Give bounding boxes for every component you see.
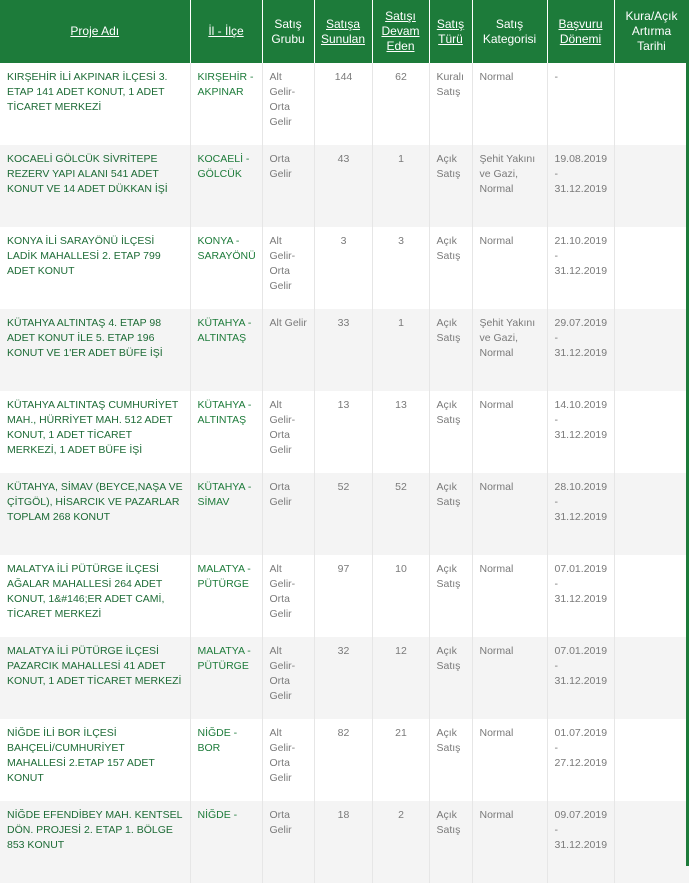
cell-devam-text: 21 — [395, 727, 407, 739]
cell-kategori-text: Normal — [479, 235, 514, 247]
cell-kategori-text: Normal — [479, 727, 514, 739]
cell-il — [190, 637, 262, 719]
cell-proje[interactable] — [0, 473, 190, 555]
cell-il — [190, 309, 262, 391]
cell-kategori-text: Şehit Yakını ve Gazi, Normal — [479, 153, 536, 195]
cell-basvuru-text: 07.01.2019 - 31.12.2019 — [554, 563, 608, 605]
header-basvuru[interactable] — [547, 0, 614, 63]
cell-il-text: MALATYA - PÜTÜRGE — [197, 645, 251, 672]
cell-devam — [372, 555, 429, 637]
header-proje[interactable] — [0, 0, 190, 63]
table-row — [0, 309, 689, 391]
table-row — [0, 801, 689, 883]
sort-link-sunulan[interactable]: Satışa Sunulan — [320, 16, 366, 46]
table-row — [0, 719, 689, 801]
cell-kura — [614, 473, 689, 555]
project-link[interactable]: MALATYA İLİ PÜTÜRGE İLÇESİ AĞALAR MAHALLESİ 264 ADET KONUT, 1&#146;ER ADET CAMİ, TİCARET MERKEZİ — [7, 563, 165, 620]
table-row — [0, 555, 689, 637]
cell-tur-text: Açık Satış — [436, 563, 461, 590]
sort-link-il[interactable]: İl - İlçe — [208, 24, 244, 38]
cell-grup — [262, 801, 314, 883]
cell-kategori — [472, 555, 547, 637]
cell-basvuru — [547, 227, 614, 309]
cell-devam — [372, 145, 429, 227]
cell-kategori-text: Normal — [479, 399, 514, 411]
cell-sunulan — [314, 391, 372, 473]
cell-devam — [372, 227, 429, 309]
cell-devam-text: 1 — [398, 153, 404, 165]
cell-kategori — [472, 145, 547, 227]
cell-basvuru-text: 07.01.2019 - 31.12.2019 — [554, 645, 608, 687]
header-il[interactable] — [190, 0, 262, 63]
cell-il-text: MALATYA - PÜTÜRGE — [197, 563, 251, 590]
cell-il — [190, 473, 262, 555]
cell-grup-text: Alt Gelir-Orta Gelir — [269, 727, 296, 784]
cell-basvuru — [547, 391, 614, 473]
cell-grup — [262, 719, 314, 801]
cell-kategori-text: Normal — [479, 645, 514, 657]
project-link[interactable]: KÜTAHYA ALTINTAŞ CUMHURİYET MAH., HÜRRİYET MAH. 512 ADET KONUT, 1 ADET TİCARET MERKEZİ, 1 ADET BÜFE İŞİ — [7, 399, 179, 456]
cell-kura — [614, 145, 689, 227]
cell-grup — [262, 555, 314, 637]
cell-grup — [262, 391, 314, 473]
project-link[interactable]: KÜTAHYA, SİMAV (BEYCE,NAŞA VE ÇİTGÖL), HİSARCIK VE PAZARLAR TOPLAM 268 KONUT — [7, 481, 183, 523]
cell-sunulan-text: 3 — [340, 235, 347, 247]
cell-il-text: KÜTAHYA - ALTINTAŞ — [197, 399, 252, 426]
cell-grup — [262, 637, 314, 719]
cell-tur-text: Açık Satış — [436, 645, 461, 672]
project-link[interactable]: NİĞDE EFENDİBEY MAH. KENTSEL DÖN. PROJESİ 2. ETAP 1. BÖLGE 853 KONUT — [7, 809, 183, 851]
cell-tur-text: Açık Satış — [436, 235, 461, 262]
cell-kategori — [472, 637, 547, 719]
cell-devam-text: 10 — [395, 563, 407, 575]
cell-kategori-text: Normal — [479, 809, 514, 821]
cell-grup-text: Alt Gelir-Orta Gelir — [269, 235, 296, 292]
cell-proje[interactable] — [0, 637, 190, 719]
cell-grup-text: Alt Gelir-Orta Gelir — [269, 399, 296, 456]
project-link[interactable]: KÜTAHYA ALTINTAŞ 4. ETAP 98 ADET KONUT İLE 5. ETAP 196 KONUT VE 1'ER ADET BÜFE İŞİ — [7, 317, 163, 359]
sort-link-proje[interactable]: Proje Adı — [70, 24, 120, 38]
table-row — [0, 391, 689, 473]
cell-sunulan — [314, 801, 372, 883]
cell-devam-text: 1 — [398, 317, 404, 329]
cell-il — [190, 63, 262, 145]
cell-kategori — [472, 473, 547, 555]
cell-grup — [262, 145, 314, 227]
cell-proje[interactable] — [0, 63, 190, 145]
cell-kategori — [472, 227, 547, 309]
cell-il — [190, 555, 262, 637]
cell-basvuru-text: 01.07.2019 - 27.12.2019 — [554, 727, 608, 769]
cell-tur-text: Açık Satış — [436, 317, 461, 344]
project-link[interactable]: KOCAELİ GÖLCÜK SİVRİTEPE REZERV YAPI ALANI 541 ADET KONUT VE 14 ADET DÜKKAN İŞİ — [7, 153, 168, 195]
cell-proje[interactable] — [0, 391, 190, 473]
cell-sunulan-text: 52 — [337, 481, 350, 493]
cell-proje[interactable] — [0, 555, 190, 637]
cell-devam-text: 13 — [395, 399, 407, 411]
cell-sunulan — [314, 63, 372, 145]
cell-tur-text: Açık Satış — [436, 153, 461, 180]
cell-kura — [614, 719, 689, 801]
cell-kategori-text: Normal — [479, 481, 514, 493]
header-devam[interactable] — [372, 0, 429, 63]
cell-devam — [372, 637, 429, 719]
cell-devam — [372, 63, 429, 145]
sort-link-tur[interactable]: Satış Türü — [436, 16, 465, 46]
cell-sunulan — [314, 227, 372, 309]
cell-grup-text: Alt Gelir-Orta Gelir — [269, 71, 296, 128]
header-grup — [262, 0, 314, 63]
project-link[interactable]: NİĞDE İLİ BOR İLÇESİ BAHÇELİ/CUMHURİYET MAHALLESİ 2.ETAP 157 ADET KONUT — [7, 727, 155, 784]
cell-kategori-text: Şehit Yakını ve Gazi, Normal — [479, 317, 536, 359]
cell-tur — [429, 63, 472, 145]
cell-tur — [429, 555, 472, 637]
project-link[interactable]: KONYA İLİ SARAYÖNÜ İLÇESİ LADİK MAHALLESİ 2. ETAP 799 ADET KONUT — [7, 235, 161, 277]
header-kategori — [472, 0, 547, 63]
cell-basvuru — [547, 637, 614, 719]
cell-sunulan-text: 13 — [337, 399, 350, 411]
cell-kategori — [472, 801, 547, 883]
cell-devam — [372, 391, 429, 473]
cell-il-text: NİĞDE - — [197, 809, 238, 821]
header-sunulan[interactable] — [314, 0, 372, 63]
cell-il — [190, 145, 262, 227]
cell-tur-text: Açık Satış — [436, 809, 461, 836]
cell-grup — [262, 309, 314, 391]
cell-kategori — [472, 63, 547, 145]
table-row — [0, 227, 689, 309]
cell-sunulan-text: 33 — [337, 317, 350, 329]
cell-kategori-text: Normal — [479, 563, 514, 575]
cell-devam-text: 3 — [398, 235, 404, 247]
cell-grup-text: Alt Gelir-Orta Gelir — [269, 563, 296, 620]
cell-sunulan-text: 32 — [337, 645, 350, 657]
table-body — [0, 63, 689, 883]
cell-sunulan — [314, 473, 372, 555]
cell-sunulan-text: 82 — [337, 727, 350, 739]
cell-basvuru — [547, 719, 614, 801]
cell-grup — [262, 227, 314, 309]
cell-il-text: KÜTAHYA - ALTINTAŞ — [197, 317, 252, 344]
cell-basvuru — [547, 63, 614, 145]
cell-proje[interactable] — [0, 145, 190, 227]
cell-tur-text: Açık Satış — [436, 481, 461, 508]
cell-devam-text: 62 — [395, 71, 407, 83]
table-row — [0, 145, 689, 227]
cell-basvuru-text: 19.08.2019 - 31.12.2019 — [554, 153, 608, 195]
header-tur[interactable] — [429, 0, 472, 63]
cell-tur-text: Açık Satış — [436, 399, 461, 426]
cell-sunulan — [314, 309, 372, 391]
cell-il-text: NİĞDE - BOR — [197, 727, 238, 754]
cell-kura — [614, 391, 689, 473]
cell-sunulan — [314, 637, 372, 719]
cell-kura — [614, 555, 689, 637]
cell-devam-text: 52 — [395, 481, 407, 493]
cell-il-text: KIRŞEHİR - AKPINAR — [197, 71, 254, 98]
cell-kura — [614, 227, 689, 309]
header-kategori-label: Satış Kategorisi — [482, 16, 537, 46]
cell-tur — [429, 145, 472, 227]
cell-tur — [429, 309, 472, 391]
cell-devam-text: 12 — [395, 645, 407, 657]
cell-sunulan — [314, 719, 372, 801]
cell-tur — [429, 227, 472, 309]
cell-il — [190, 227, 262, 309]
cell-kura — [614, 309, 689, 391]
cell-devam — [372, 719, 429, 801]
cell-proje[interactable] — [0, 719, 190, 801]
table-row — [0, 473, 689, 555]
cell-kategori — [472, 719, 547, 801]
cell-devam — [372, 473, 429, 555]
cell-kategori-text: Normal — [479, 71, 514, 83]
sort-link-devam[interactable]: Satışı Devam Eden — [381, 9, 420, 53]
cell-tur — [429, 637, 472, 719]
cell-proje[interactable] — [0, 309, 190, 391]
cell-grup-text: Orta Gelir — [269, 153, 292, 180]
cell-devam-text: 2 — [398, 809, 404, 821]
cell-basvuru — [547, 473, 614, 555]
cell-il-text: KONYA - SARAYÖNÜ — [197, 235, 256, 262]
cell-sunulan — [314, 145, 372, 227]
cell-tur — [429, 391, 472, 473]
cell-grup-text: Alt Gelir-Orta Gelir — [269, 645, 296, 702]
cell-devam — [372, 801, 429, 883]
table-row — [0, 637, 689, 719]
cell-tur — [429, 801, 472, 883]
cell-grup-text: Orta Gelir — [269, 481, 292, 508]
cell-grup — [262, 473, 314, 555]
header-grup-label: Satış Grubu — [271, 16, 305, 46]
cell-basvuru — [547, 801, 614, 883]
cell-basvuru — [547, 309, 614, 391]
cell-grup-text: Alt Gelir — [269, 317, 307, 329]
cell-basvuru-text: 14.10.2019 - 31.12.2019 — [554, 399, 608, 441]
cell-proje[interactable] — [0, 801, 190, 883]
cell-tur — [429, 719, 472, 801]
cell-tur-text: Açık Satış — [436, 727, 461, 754]
cell-sunulan-text: 43 — [337, 153, 350, 165]
cell-basvuru-text: 21.10.2019 - 31.12.2019 — [554, 235, 608, 277]
cell-il — [190, 801, 262, 883]
cell-kategori — [472, 391, 547, 473]
cell-kura — [614, 637, 689, 719]
cell-sunulan-text: 144 — [334, 71, 353, 83]
cell-sunulan-text: 18 — [337, 809, 350, 821]
project-link[interactable]: KIRŞEHİR İLİ AKPINAR İLÇESİ 3. ETAP 141 ADET KONUT, 1 ADET TİCARET MERKEZİ — [7, 71, 168, 113]
cell-basvuru-text: 29.07.2019 - 31.12.2019 — [554, 317, 608, 359]
cell-kura — [614, 801, 689, 883]
cell-basvuru — [547, 555, 614, 637]
table-row — [0, 63, 689, 145]
cell-il-text: KOCAELİ - GÖLCÜK — [197, 153, 250, 180]
header-kura-label: Kura/Açık Artırma Tarihi — [625, 9, 678, 53]
cell-il-text: KÜTAHYA - SİMAV — [197, 481, 252, 508]
cell-il — [190, 391, 262, 473]
cell-basvuru-text: - — [554, 71, 558, 83]
cell-sunulan — [314, 555, 372, 637]
cell-basvuru-text: 28.10.2019 - 31.12.2019 — [554, 481, 608, 523]
cell-proje[interactable] — [0, 227, 190, 309]
cell-tur — [429, 473, 472, 555]
cell-basvuru-text: 09.07.2019 - 31.12.2019 — [554, 809, 608, 851]
cell-grup-text: Orta Gelir — [269, 809, 292, 836]
cell-il — [190, 719, 262, 801]
cell-basvuru — [547, 145, 614, 227]
cell-tur-text: Kuralı Satış — [436, 71, 464, 98]
table-header — [0, 0, 689, 63]
header-kura — [614, 0, 689, 63]
cell-devam — [372, 309, 429, 391]
sort-link-basvuru[interactable]: Başvuru Dönemi — [558, 16, 603, 46]
cell-kategori — [472, 309, 547, 391]
cell-grup — [262, 63, 314, 145]
cell-sunulan-text: 97 — [337, 563, 350, 575]
cell-kura — [614, 63, 689, 145]
project-link[interactable]: MALATYA İLİ PÜTÜRGE İLÇESİ PAZARCIK MAHALLESİ 41 ADET KONUT, 1 ADET TİCARET MERKEZİ — [7, 645, 182, 687]
